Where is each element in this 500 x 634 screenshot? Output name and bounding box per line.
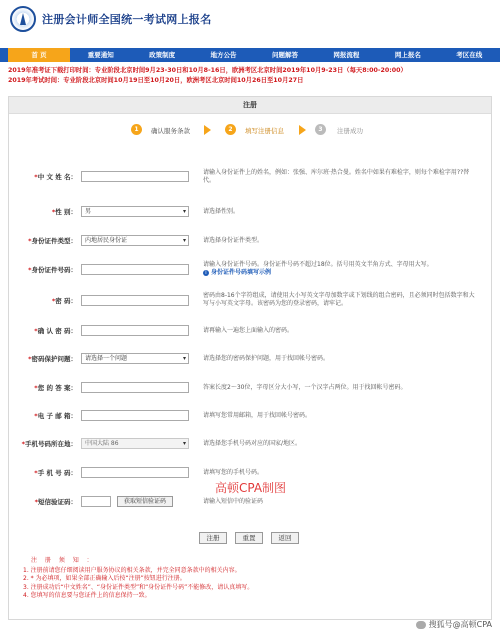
password-label: 密 码： (55, 297, 77, 305)
note-item: 4. 您填写的信息要与您证件上的信息保持一致。 (23, 592, 151, 599)
step-3-label: 注册成功 (337, 127, 363, 135)
phone-input[interactable] (81, 467, 189, 478)
step-2-circle: 2 (225, 124, 236, 135)
password-hint: 密码由8-16个字符组成，请使用大小写英文字母加数字或下划线的组合密码，且必须同时包括数字和大写与小写英文字母。该密码为您的登录密码，请牢记。 (203, 292, 475, 307)
watermark-text: 高顿CPA制图 (215, 481, 287, 495)
phone-hint: 请填写您的手机号码。 (203, 469, 264, 476)
step-arrow-icon (299, 125, 306, 135)
sms-code-input[interactable] (81, 496, 111, 507)
reset-button[interactable]: 重置 (235, 532, 263, 544)
question-hint: 请选择您的密码保护问题，用于找回帐号密码。 (203, 355, 330, 362)
back-button[interactable]: 返回 (271, 532, 299, 544)
nav-register[interactable]: 网上报名 (394, 51, 421, 59)
gender-label: 性 别： (55, 208, 77, 216)
phone-region-select[interactable]: 中国大陆 86 ▾ (81, 438, 189, 449)
footer-watermark (416, 619, 492, 630)
nav-notices[interactable]: 重要通知 (87, 51, 114, 59)
registration-notes (23, 557, 479, 601)
gender-hint: 请选择性别。 (203, 208, 240, 215)
step-indicator (9, 114, 491, 144)
nav-region[interactable]: 考区在线 (456, 51, 483, 59)
id-number-input[interactable] (81, 264, 189, 275)
note-item: 3. 注册成功后“中文姓名”、“身份证件类型”和“身份证件号码”不能修改，请认真填写。 (23, 583, 254, 591)
notice-admission: 2019年准考证下载打印时间：专业阶段北京时间9月23-30日和10月8-16日，欧洲考区北京时间2019年10月9-23日（每天8:00-20:00） (8, 67, 407, 74)
nav-faq[interactable]: 问题解答 (271, 51, 298, 59)
name-label: 中 文 姓 名： (37, 173, 77, 181)
confirm-hint: 请再输入一遍您上面输入的密码。 (203, 327, 294, 334)
notice-area (8, 66, 492, 86)
confirm-password-input[interactable] (81, 325, 189, 336)
answer-hint: 答案长度2～30位，字母区分大小写，一个汉字占两位。用于找回帐号密码。 (203, 384, 407, 391)
step-1-circle: 1 (131, 124, 142, 135)
phone-label: 手 机 号 码： (37, 469, 77, 477)
main-nav (0, 48, 500, 62)
id-number-label: 身份证件号码： (31, 266, 77, 274)
note-item: 1. 注册前请您仔细阅读用户服务协议的相关条款，并完全同意条款中的相关内容。 (23, 566, 241, 574)
id-number-example-link[interactable]: 身份证件号码填写示例 (211, 269, 272, 276)
email-input[interactable] (81, 410, 189, 421)
step-3-circle: 3 (315, 124, 326, 135)
answer-input[interactable] (81, 382, 189, 393)
nav-policy[interactable]: 政策制度 (149, 51, 176, 59)
sohu-icon (416, 621, 426, 629)
submit-button[interactable]: 注册 (199, 532, 227, 544)
password-input[interactable] (81, 295, 189, 306)
name-input[interactable] (81, 171, 189, 182)
sms-hint: 请输入短信中的验证码 (203, 498, 264, 505)
question-label: 密码保护问题： (31, 355, 77, 363)
notes-title: 注 册 须 知 ： (31, 557, 96, 564)
logo-icon (10, 6, 36, 32)
id-type-label: 身份证件类型： (31, 237, 77, 245)
nav-home[interactable]: 首 页 (8, 48, 70, 62)
name-hint: 请输入身份证件上的姓名，例如：张强、库尔班·热合曼。姓名中如果有难检字，则每个难检字用??替代。 (203, 169, 470, 184)
id-number-hint: 请输入身份证件号码。身份证件号码不超过18位。括号用英文半角方式、字母用大写。 (203, 261, 433, 268)
info-icon: i (203, 270, 209, 276)
step-arrow-icon (204, 125, 211, 135)
register-panel: 注册 1 确认服务条款 2 填写注册信息 3 注册成功 *中 文 姓 名： 请输入身份证件上的姓名，例如：张强、库尔班·热合曼。姓名中如果有难检字，则每个难检字用??替代。 *性 别： 男 ▾ 请选择性别。 *身份证件类型： 内地居民身份证 ▾ 请选择身份证件类型。 *身份证件号码： 请输入身份证件号码。身份证件号码不超过18位。括号用英文半角方式、字母用大写。 i 身份证件号码填写示例 *密 码： 密码由8-16个字符组成，请使用大小写英文字母加数字或下划线的组合密码，且必须同时包括数字和大写与小写英文字母。该密码为您的登录密码，请牢记。 *确 认 密 码： 请再输入一遍您上面输入的密码。 *密码保护问题： 请选择一个问题 ▾ 请选择您的密码保护问题，用于找回帐号密码。 *您 的 答 案： 答案长度2～30位，字母区分大小写，一个汉字占两位。用于找回帐号密码。 *电 子 邮 箱： 请填写您常用邮箱，用于找回帐号密码。 *手机号码所在地： 中国大陆 86 ▾ 请选择您手机号码对应的国家/地区。 *手 机 号 码： 请填写您的手机号码。 高顿CPA制图 *短信验证码： 获取短信验证码 请输入短信中的验证码 注册 重置 返回 注 册 须 知 ： 1. 注册前请您仔细阅读用户服务协议的相关条款，并完全同意条款中的相关内容。 2. * 为必填项，如果全部正确输入后按“注册”按钮进行注册。 3. 注册成功后“中文姓名”、“身份证件类型”和“身份证件号码”不能修改，请认真填写。 4. 您填写的信息要与您证件上的信息保持一致。 (8, 96, 492, 620)
note-item: 2. * 为必填项，如果全部正确输入后按“注册”按钮进行注册。 (23, 575, 186, 582)
site-title: 注册会计师全国统一考试网上报名 (42, 13, 212, 26)
nav-process[interactable]: 网报流程 (333, 51, 360, 59)
footer-text: 搜狐号@高顿CPA (428, 620, 492, 629)
step-2-label: 填写注册信息 (245, 127, 284, 135)
get-sms-code-button[interactable]: 获取短信验证码 (117, 496, 173, 507)
site-header (0, 0, 500, 42)
region-hint: 请选择您手机号码对应的国家/地区。 (203, 440, 302, 447)
notice-exam-time: 2019年考试时间：专业阶段北京时间10月19日至10月20日，欧洲考区北京时间10月26日至10月27日 (8, 77, 304, 84)
security-question-select[interactable]: 请选择一个问题 ▾ (81, 353, 189, 364)
nav-local[interactable]: 地方公告 (210, 51, 237, 59)
gender-select[interactable]: 男 ▾ (81, 206, 189, 217)
id-type-select[interactable]: 内地居民身份证 ▾ (81, 235, 189, 246)
answer-label: 您 的 答 案： (37, 384, 77, 392)
panel-title: 注册 (9, 97, 491, 114)
required-mark: * (34, 173, 38, 181)
confirm-label: 确 认 密 码： (37, 327, 77, 335)
email-label: 电 子 邮 箱： (37, 412, 77, 420)
id-type-hint: 请选择身份证件类型。 (203, 237, 264, 244)
email-hint: 请填写您常用邮箱，用于找回帐号密码。 (203, 412, 312, 419)
sms-label: 短信验证码： (38, 498, 77, 506)
region-label: 手机号码所在地： (25, 440, 77, 448)
step-1-label: 确认服务条款 (151, 127, 190, 135)
